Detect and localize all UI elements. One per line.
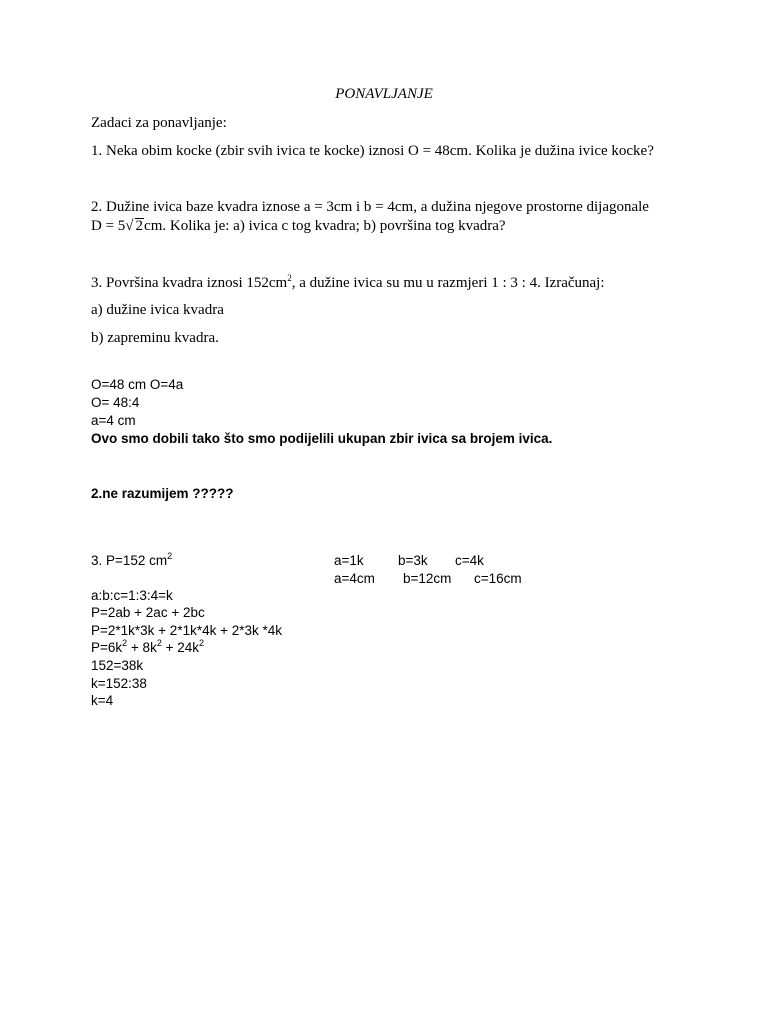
exp-2: 2 [156,638,162,648]
intro-text: Zadaci za ponavljanje: [91,115,227,131]
answer-1-line-1: O=48 cm O=4a [91,377,184,392]
answer-1-line-2: O= 48:4 [91,395,140,410]
task-2-line-2 [91,218,506,235]
page-title: PONAVLJANJE [335,86,433,102]
answer-3-ratio: a:b:c=1:3:4=k [91,588,173,603]
edge-c-cm: c=16cm [474,571,522,586]
exp-1: 2 [122,638,128,648]
answer-3-division: k=152:38 [91,676,147,691]
sqrt-sign: √ [125,218,134,234]
answer-3-line-1 [91,552,172,569]
answer-1-line-3: a=4 cm [91,413,136,428]
task-2-formula-prefix: D = 5 [91,218,126,234]
answer-3-simplified [91,639,204,656]
task-2-question: cm. Kolika je: a) ivica c tog kvadra; b) površina tog kvadra? [144,218,506,234]
edge-b-k: b=3k [398,553,428,568]
term-24k: + 24k [161,640,199,655]
task-3-text: 3. Površina kvadra iznosi 152cm [91,275,288,291]
answer-3-equation: 152=38k [91,658,144,673]
answer-1-explanation: Ovo smo dobili tako što smo podijelili ukupan zbir ivica sa brojem ivica. [91,431,553,446]
answer-3-result: k=4 [91,693,114,708]
answer-3-area-exponent: 2 [167,551,173,561]
task-3-exponent: 2 [287,273,292,283]
edge-b-cm: b=12cm [403,571,452,586]
task-3-part-b: b) zapreminu kvadra. [91,330,219,346]
edge-a-k: a=1k [334,553,364,568]
answer-3-formula: P=2ab + 2ac + 2bc [91,605,205,620]
task-3-line-1 [91,275,605,292]
sqrt-radicand: 2 [135,218,144,234]
term-8k: + 8k [127,640,157,655]
task-1: 1. Neka obim kocke (zbir svih ivica te kocke) iznosi O = 48cm. Kolika je dužina ivice kocke? [91,143,654,159]
task-3-text-end: , a dužine ivica su mu u razmjeri 1 : 3 : 4. Izračunaj: [291,275,605,291]
answer-3-substitution: P=2*1k*3k + 2*1k*4k + 2*3k *4k [91,623,283,638]
exp-3: 2 [199,638,205,648]
term-6k: P=6k [91,640,123,655]
task-3-part-a: a) dužine ivica kvadra [91,302,224,318]
edge-c-k: c=4k [455,553,484,568]
edge-a-cm: a=4cm [334,571,375,586]
answer-3-area: 3. P=152 cm [91,553,168,568]
answer-2: 2.ne razumijem ????? [91,486,234,501]
task-2-line-1: 2. Dužine ivica baze kvadra iznose a = 3cm i b = 4cm, a dužina njegove prostorne dijagonale [91,199,649,215]
